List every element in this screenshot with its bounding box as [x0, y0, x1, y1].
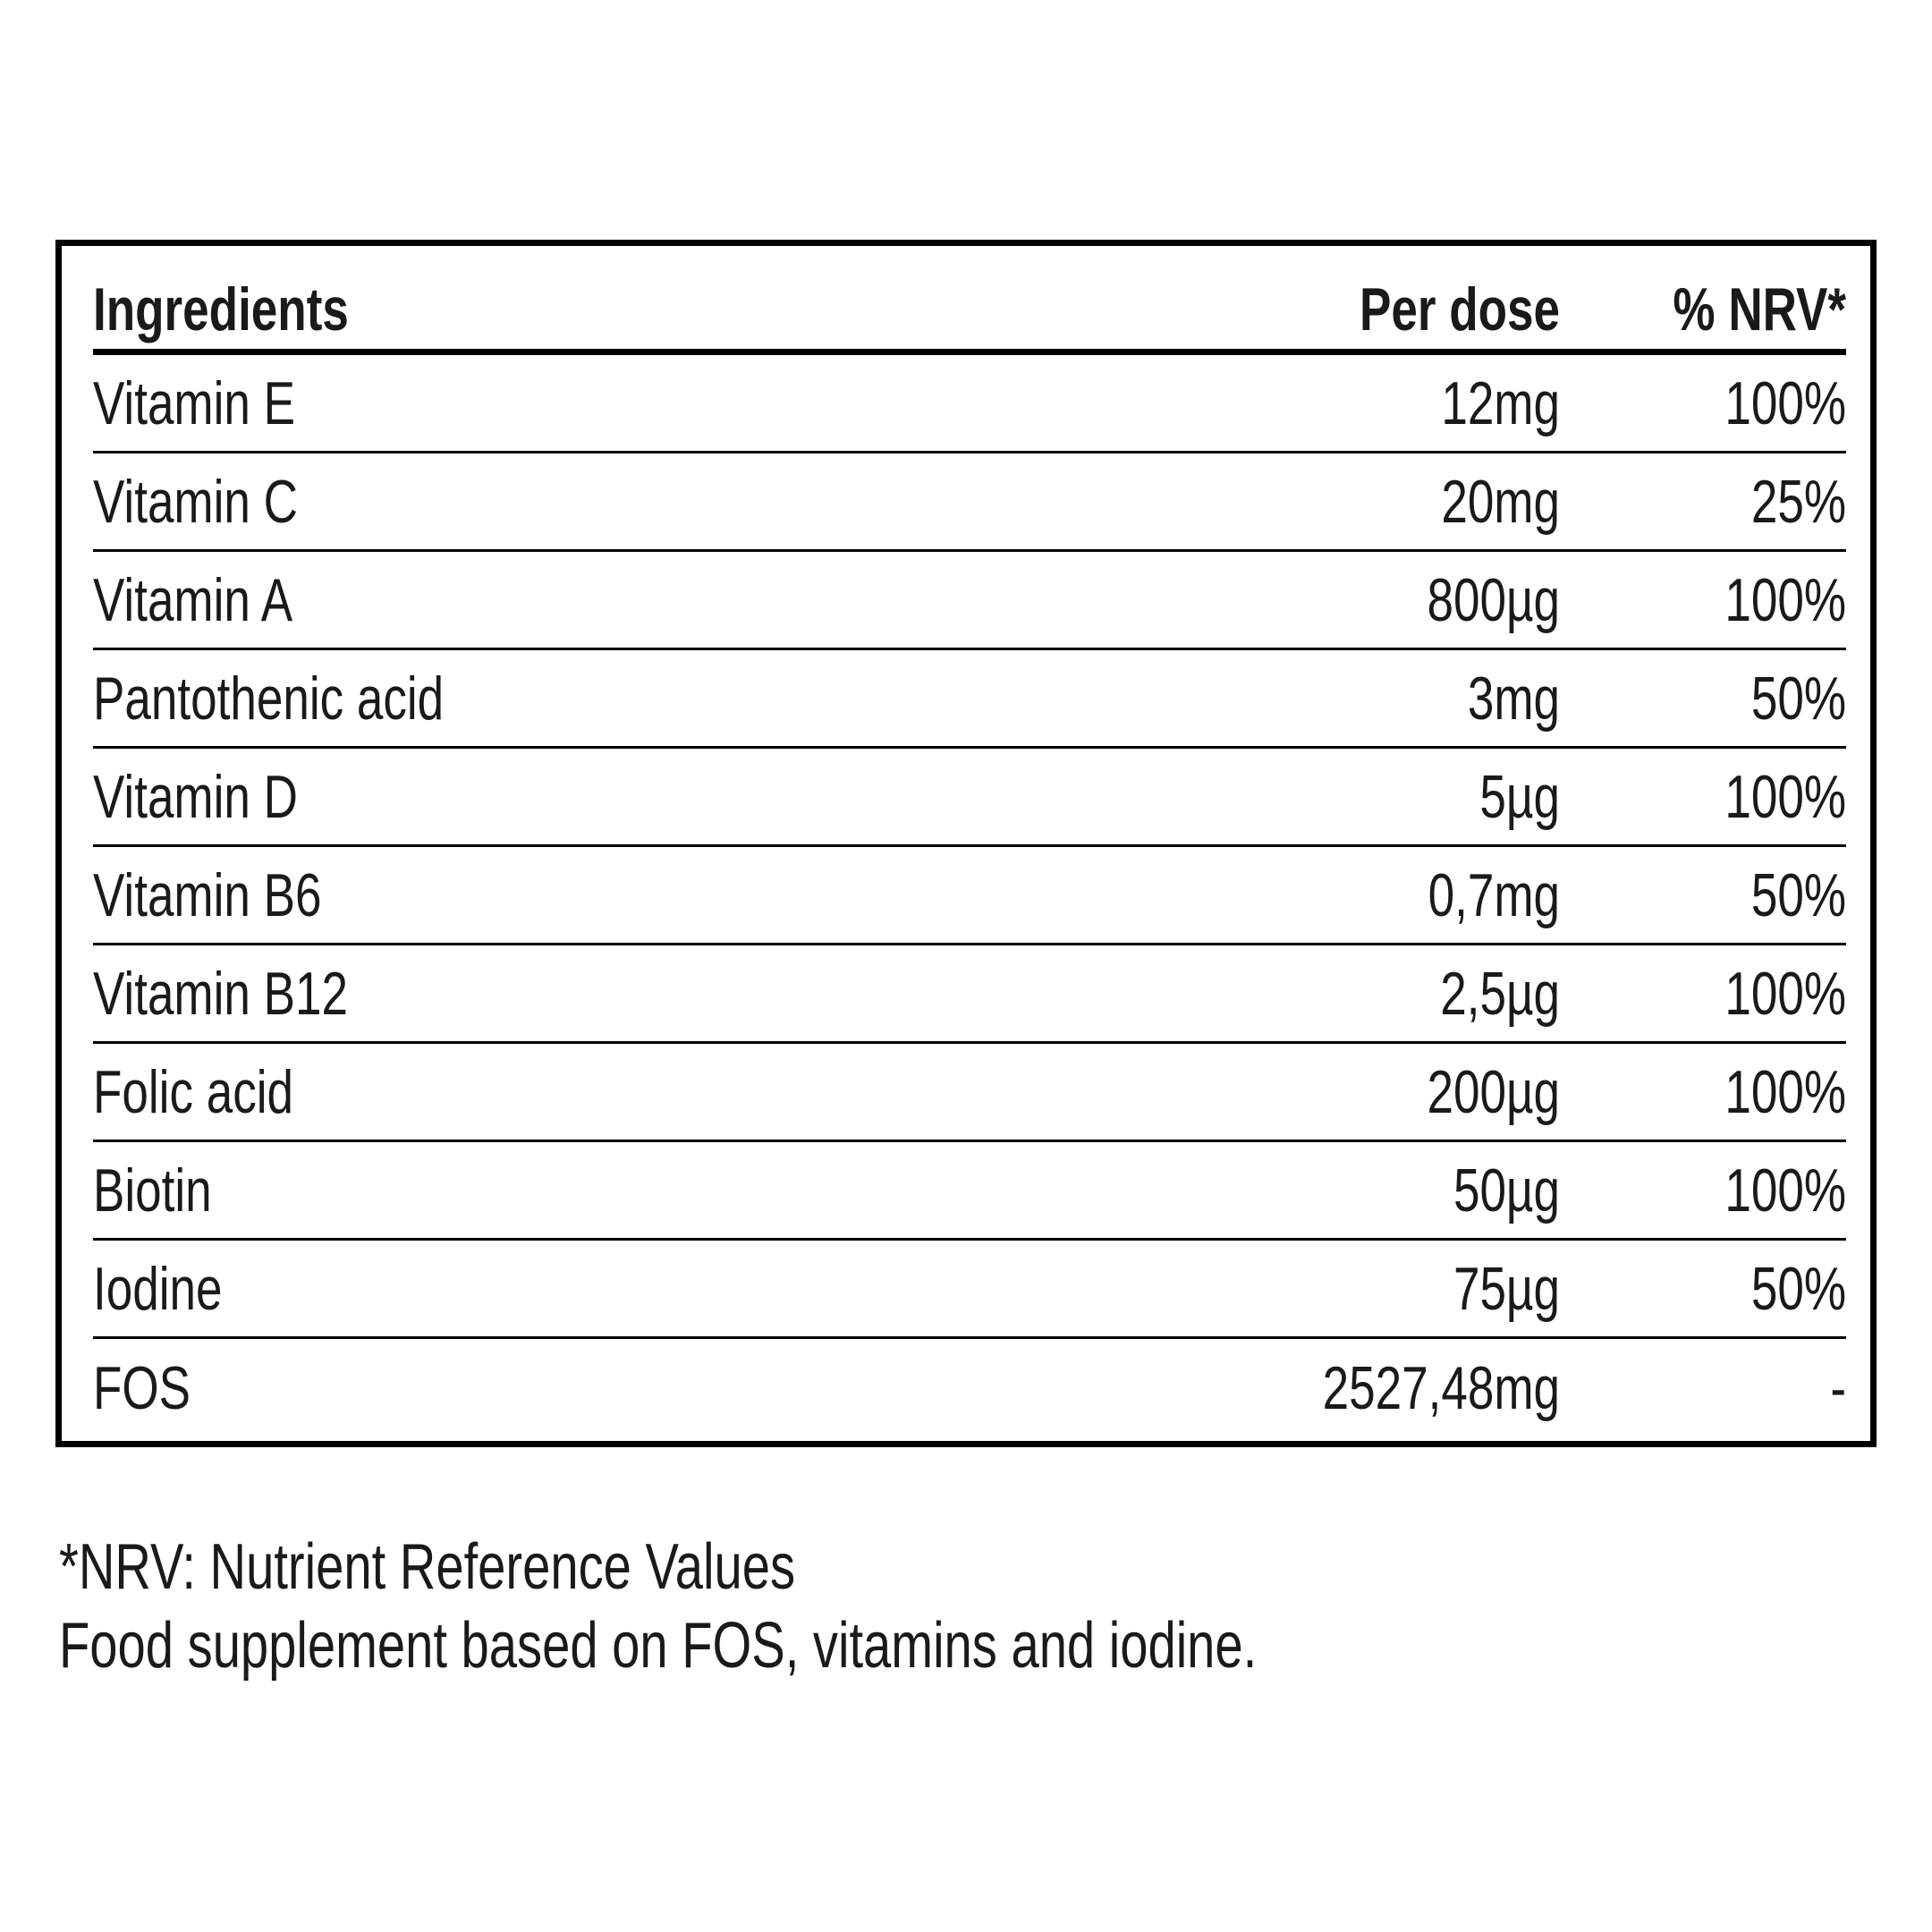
- ingredient-name: Vitamin C: [93, 467, 298, 536]
- nrv-value: 100%: [1724, 1156, 1846, 1224]
- table-row: [93, 355, 1846, 453]
- nrv-footnote: *NRV: Nutrient Reference Values: [59, 1531, 796, 1603]
- nrv-value: 50%: [1750, 860, 1846, 929]
- nrv-value: 50%: [1750, 664, 1846, 733]
- header-nrv: % NRV*: [1673, 275, 1846, 343]
- table-header-row: [93, 267, 1846, 355]
- ingredient-name: Vitamin A: [93, 565, 293, 634]
- per-dose-value: 50µg: [1453, 1156, 1560, 1224]
- ingredient-name: Vitamin E: [93, 369, 296, 437]
- table-row: [93, 1241, 1846, 1339]
- per-dose-value: 0,7mg: [1428, 860, 1560, 929]
- per-dose-value: 200µg: [1427, 1057, 1560, 1126]
- table-row: [93, 749, 1846, 847]
- header-ingredients: Ingredients: [93, 275, 349, 343]
- ingredient-name: FOS: [93, 1354, 191, 1422]
- nutrition-table-panel: [55, 240, 1877, 1447]
- per-dose-value: 3mg: [1467, 664, 1560, 733]
- nrv-value: 25%: [1750, 467, 1846, 536]
- table-row: [93, 945, 1846, 1044]
- ingredient-name: Folic acid: [93, 1057, 294, 1126]
- nrv-value: 50%: [1750, 1254, 1846, 1323]
- table-row: [93, 1142, 1846, 1241]
- per-dose-value: 2,5µg: [1440, 959, 1560, 1028]
- table-row: [93, 847, 1846, 945]
- nutrition-table: [93, 267, 1846, 1437]
- table-row: [93, 650, 1846, 749]
- per-dose-value: 5µg: [1479, 762, 1560, 831]
- nrv-value: 100%: [1724, 369, 1846, 437]
- table-row: [93, 1044, 1846, 1142]
- ingredient-name: Vitamin B6: [93, 860, 322, 929]
- per-dose-value: 800µg: [1427, 565, 1560, 634]
- nrv-value: 100%: [1724, 1057, 1846, 1126]
- ingredient-name: Vitamin B12: [93, 959, 349, 1028]
- nrv-value: -: [1830, 1354, 1846, 1422]
- nrv-value: 100%: [1724, 565, 1846, 634]
- supplement-description: Food supplement based on FOS, vitamins and iodine.: [59, 1610, 1258, 1682]
- nrv-value: 100%: [1724, 959, 1846, 1028]
- table-row: [93, 453, 1846, 552]
- ingredient-name: Pantothenic acid: [93, 664, 445, 733]
- per-dose-value: 20mg: [1441, 467, 1560, 536]
- per-dose-value: 2527,48mg: [1322, 1354, 1560, 1422]
- ingredient-name: Biotin: [93, 1156, 212, 1224]
- header-per-dose: Per dose: [1359, 275, 1560, 343]
- nrv-value: 100%: [1724, 762, 1846, 831]
- table-row: [93, 1339, 1846, 1437]
- footnotes: [59, 1528, 1848, 1685]
- table-row: [93, 552, 1846, 650]
- ingredient-name: Iodine: [93, 1254, 223, 1323]
- per-dose-value: 12mg: [1441, 369, 1560, 437]
- per-dose-value: 75µg: [1453, 1254, 1560, 1323]
- ingredient-name: Vitamin D: [93, 762, 298, 831]
